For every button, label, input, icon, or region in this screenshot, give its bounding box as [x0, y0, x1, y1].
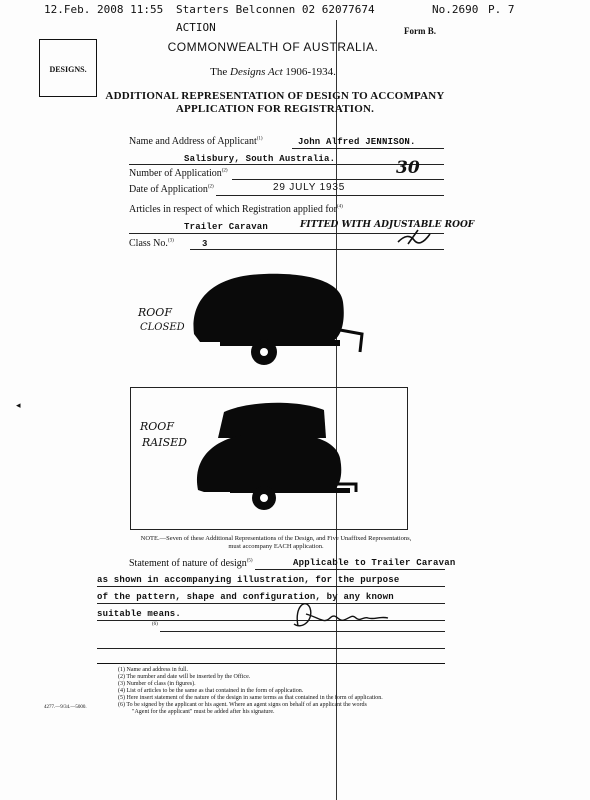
footnote-6-cont: "Agent for the applicant" must be added after his signature.	[132, 709, 275, 715]
articles-label: Articles in respect of which Registration applied for$^{(4)}$	[129, 204, 343, 215]
caravan-closed-illustration	[180, 262, 380, 372]
number-underline	[232, 179, 444, 180]
class-value: 3	[202, 239, 208, 249]
heading-line-2: APPLICATION FOR REGISTRATION.	[175, 103, 375, 115]
left-arrow-mark: ◂	[16, 400, 21, 410]
fax-sender: Starters Belconnen 02 62077674	[176, 3, 375, 16]
applicant-label: Name and Address of Applicant$^{(1)}$	[129, 136, 263, 147]
statement-underline-1	[255, 569, 445, 570]
applicant-address: Salisbury, South Australia.	[184, 154, 336, 164]
form-label: Form B.	[404, 26, 436, 36]
statement-underline-2	[97, 586, 445, 587]
country-title: COMMONWEALTH OF AUSTRALIA.	[167, 40, 379, 54]
note-line-2: must accompany EACH application.	[228, 543, 324, 550]
signature-ref: (6)	[152, 622, 158, 627]
initials-mark	[394, 228, 434, 248]
footnote-rule	[97, 663, 445, 664]
designs-box	[39, 39, 97, 97]
footnote-5: (5) Here insert statement of the nature of the design in same terms as that contained in the form of application.	[118, 695, 383, 701]
footnote-4: (4) List of articles to be the same as that contained in the form of application.	[118, 688, 304, 694]
designs-box-label: DESIGNS.	[49, 65, 87, 74]
applicant-underline	[292, 148, 444, 149]
act-years: 1906-1934.	[285, 66, 336, 78]
note-line-1: NOTE.—Seven of these Additional Representations of the Design, and Five Unaffixed Representations,	[140, 535, 412, 542]
statement-line-4: suitable means.	[97, 609, 182, 619]
applicant-name: John Alfred JENNISON.	[298, 137, 416, 147]
applicant-signature	[284, 596, 404, 636]
act-prefix: The	[210, 66, 228, 78]
caravan-raised-illustration	[190, 398, 365, 518]
fax-datetime: 12.Feb. 2008 11:55	[44, 3, 164, 16]
print-code: 4277.—9/34.—5000.	[44, 705, 87, 710]
label-roof-closed-1: ROOF	[138, 306, 172, 319]
footnote-3: (3) Number of class (in figures).	[118, 681, 196, 687]
statement-line-1: Applicable to Trailer Caravan	[293, 558, 456, 568]
statement-label: Statement of nature of design$^{(5)}$	[129, 558, 253, 569]
signature-line	[160, 631, 445, 632]
act-line	[100, 66, 446, 78]
date-value: 29 JULY 1935	[273, 182, 346, 193]
class-underline	[190, 249, 444, 250]
class-label: Class No.$^{(3)}$	[129, 238, 174, 249]
drawing-frame-bottom	[130, 529, 408, 530]
number-value: 30	[396, 158, 420, 178]
label-roof-raised-1: ROOF	[140, 420, 174, 433]
statement-line-3: of the pattern, shape and configuration, by any known	[97, 592, 394, 602]
articles-handwritten: FITTED WITH ADJUSTABLE ROOF	[300, 220, 475, 230]
act-name: Designs Act	[230, 66, 283, 78]
footnote-6: (6) To be signed by the applicant or his agent. Where an agent signs on behalf of an applicant the words	[118, 702, 367, 708]
heading-line-1: ADDITIONAL REPRESENTATION OF DESIGN TO ACCOMPANY	[105, 90, 445, 102]
date-label: Date of Application$^{(2)}$	[129, 184, 214, 195]
footnote-2: (2) The number and date will be inserted by the Office.	[118, 674, 251, 680]
drawing-frame-right	[407, 387, 408, 529]
label-roof-closed-2: CLOSED	[140, 322, 185, 333]
action-stamp: ACTION	[176, 21, 216, 34]
footnote-1: (1) Name and address in full.	[118, 667, 188, 673]
drawing-divider	[130, 387, 408, 388]
date-underline	[216, 195, 444, 196]
blank-line	[97, 648, 445, 649]
fax-number: No.2690	[432, 3, 479, 16]
footnotes	[118, 667, 478, 716]
articles-typed: Trailer Caravan	[184, 222, 269, 232]
label-roof-raised-2: RAISED	[142, 436, 187, 449]
fax-page: P. 7	[488, 3, 515, 16]
drawing-frame-left	[130, 387, 131, 529]
statement-line-2: as shown in accompanying illustration, for the purpose	[97, 575, 400, 585]
number-label: Number of Application$^{(2)}$	[129, 168, 228, 179]
